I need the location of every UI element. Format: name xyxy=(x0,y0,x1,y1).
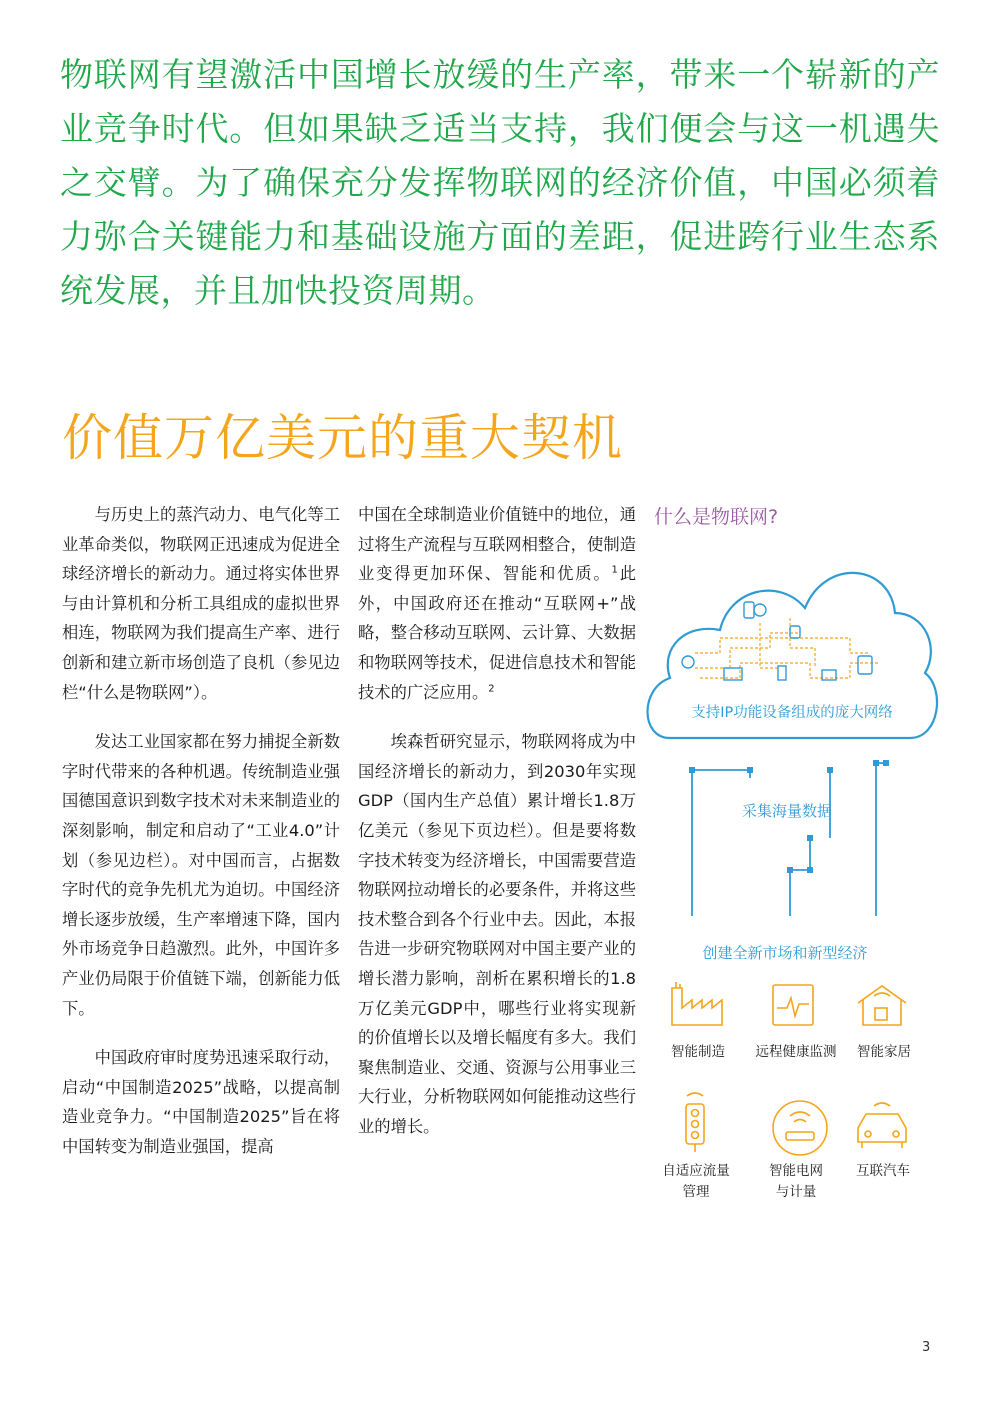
section-headline: 价值万亿美元的重大契机 xyxy=(62,409,623,467)
paragraph xyxy=(358,500,636,707)
intro-paragraph: 物联网有望激活中国增长放缓的生产率，带来一个崭新的产业竞争时代。但如果缺乏适当支持，我们便会与这一机遇失之交臂。为了确保充分发挥物联网的经济价值，中国必须着力弥合关键能力和基础设施方面的差距，促进跨行业生态系统发展，并且加快投资周期。 xyxy=(60,55,940,310)
footnote-ref[interactable]: 1 xyxy=(611,564,618,576)
icon-label-smart-grid xyxy=(746,1161,846,1203)
icon-label-smart-home xyxy=(834,1042,934,1063)
iot-diagram xyxy=(640,538,940,1218)
data-connectors xyxy=(692,763,886,916)
icon-label-line1: 智能电网 xyxy=(769,1163,823,1179)
icon-label-line1: 互联汽车 xyxy=(856,1163,910,1179)
paragraph: 发达工业国家都在努力捕捉全新数字时代带来的各种机遇。传统制造业强国德国意识到数字技术对未来制造业的深刻影响，制定和启动了“工业4.0”计划（参见边栏）。对中国而言，占据数字时代的竞争先机尤为迫切。中国经济增长逐步放缓，生产率增速下降，国内外市场竞争日趋激烈。此外，中国许多产业仍局限于价值链下端，创新能力低下。 xyxy=(62,732,340,1018)
smart-meter-icon xyxy=(773,1101,827,1155)
paragraph-text: 此外，中国政府还在推动“互联网+”战略，整合移动互联网、云计算、大数据和物联网等技术，促进信息技术和智能技术的广泛应用。 xyxy=(358,564,636,702)
smart-home-icon xyxy=(858,986,906,1025)
icon-label-line1: 智能家居 xyxy=(857,1044,911,1060)
body-column-2 xyxy=(358,500,636,1161)
icon-label-smart-manufacturing xyxy=(648,1042,748,1063)
traffic-light-icon xyxy=(686,1093,704,1152)
connected-car-icon xyxy=(858,1103,906,1148)
footnote-ref[interactable]: 2 xyxy=(488,683,495,695)
icon-label-line1: 智能制造 xyxy=(671,1044,725,1060)
cloud-label: 支持IP功能设备组成的庞大网络 xyxy=(691,705,893,721)
page-number: 3 xyxy=(922,1340,931,1355)
icon-label-remote-health xyxy=(746,1042,846,1063)
icon-label-connected-car xyxy=(833,1161,933,1182)
icon-label-line1: 自适应流量 xyxy=(662,1163,730,1179)
icon-label-line1: 远程健康监测 xyxy=(755,1044,837,1060)
icon-label-traffic xyxy=(646,1161,746,1203)
health-monitor-icon xyxy=(773,985,813,1025)
icon-label-line2: 管理 xyxy=(682,1184,710,1200)
create-market-label: 创建全新市场和新型经济 xyxy=(702,944,868,962)
paragraph: 与历史上的蒸汽动力、电气化等工业革命类似，物联网正迅速成为促进全球经济增长的新动力。通过将实体世界与由计算机和分析工具组成的虚拟世界相连，物联网为我们提高生产率、进行创新和建立新市场创造了良机（参见边栏“什么是物联网”）。 xyxy=(62,505,340,702)
paragraph: 中国政府审时度势迅速采取行动，启动“中国制造2025”战略，以提高制造业竞争力。“中国制造2025”旨在将中国转变为制造业强国，提高 xyxy=(62,1048,340,1156)
paragraph: 埃森哲研究显示，物联网将成为中国经济增长的新动力，到2030年实现GDP（国内生产总值）累计增长1.8万亿美元（参见下页边栏）。但是要将数字技术转变为经济增长，中国需要营造物联网拉动增长的必要条件，并将这些技术整合到各个行业中去。因此，本报告进一步研究物联网对中国主要产业的增长潜力影响，剖析在累积增长的1.8万亿美元GDP中，哪些行业将实现新的价值增长以及增长幅度有多大。我们聚焦制造业、交通、资源与公用事业三大行业，分析物联网如何能推动这些行业的增长。 xyxy=(358,732,636,1136)
collect-data-label: 采集海量数据 xyxy=(741,802,833,820)
factory-icon xyxy=(672,982,722,1025)
icon-label-line2: 与计量 xyxy=(775,1184,817,1200)
body-column-1 xyxy=(62,500,340,1181)
sidebar-title: 什么是物联网? xyxy=(654,506,779,528)
paragraph-text: 中国在全球制造业价值链中的地位，通过将生产流程与互联网相整合，使制造业变得更加环保、智能和优质。 xyxy=(358,505,636,584)
